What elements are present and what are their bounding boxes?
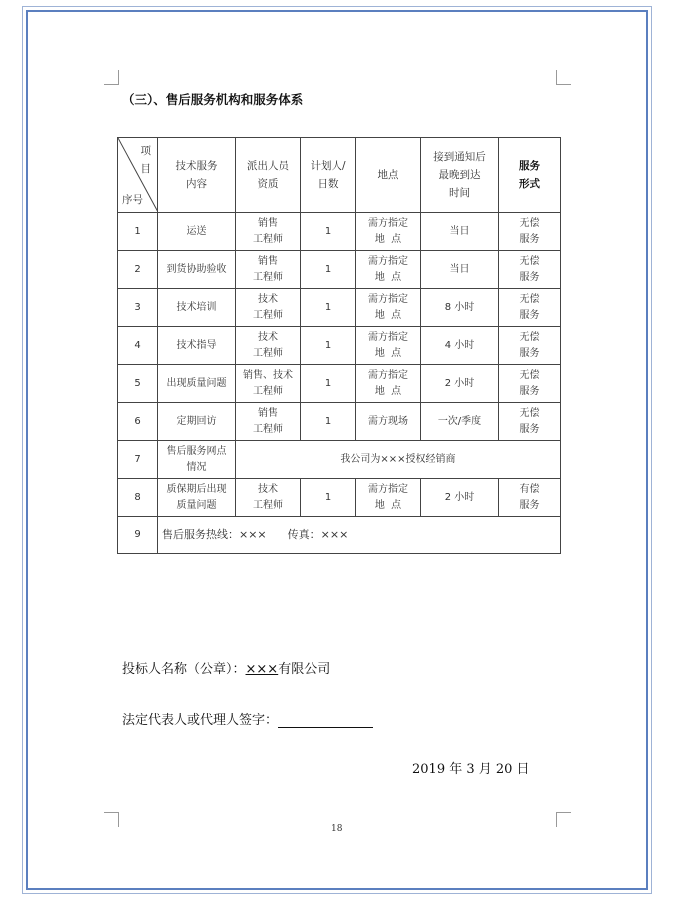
row-place: 需方指定 地 点 — [356, 479, 421, 517]
row-number: 1 — [118, 213, 158, 251]
row-form: 无偿 服务 — [499, 251, 561, 289]
row-form: 无偿 服务 — [499, 289, 561, 327]
row-form: 无偿 服务 — [499, 327, 561, 365]
row-content: 质保期后出现 质量问题 — [158, 479, 236, 517]
row-arrival: 2 小时 — [421, 365, 499, 403]
header-item-text: 项 目 — [140, 145, 151, 175]
header-staff: 派出人员 资质 — [236, 138, 301, 213]
row-number: 4 — [118, 327, 158, 365]
row-arrival: 当日 — [421, 251, 499, 289]
service-table — [117, 137, 561, 554]
row-arrival: 当日 — [421, 213, 499, 251]
table-row — [118, 213, 561, 251]
table-row-network — [118, 441, 561, 479]
row-staff: 技术 工程师 — [236, 289, 301, 327]
table-row — [118, 289, 561, 327]
row-number: 6 — [118, 403, 158, 441]
row-plan: 1 — [301, 251, 356, 289]
row-number: 2 — [118, 251, 158, 289]
row-number: 5 — [118, 365, 158, 403]
bidder-suffix: 有限公司 — [278, 662, 331, 677]
row-content: 到货协助验收 — [158, 251, 236, 289]
row-arrival: 2 小时 — [421, 479, 499, 517]
row-merged-text: 我公司为×××授权经销商 — [236, 441, 561, 479]
section-title: （三）、售后服务机构和服务体系 — [122, 92, 304, 107]
row-staff: 销售 工程师 — [236, 251, 301, 289]
row-number: 3 — [118, 289, 158, 327]
row-staff: 销售 工程师 — [236, 403, 301, 441]
row-plan: 1 — [301, 403, 356, 441]
row-content: 定期回访 — [158, 403, 236, 441]
table-row — [118, 251, 561, 289]
page-number: 18 — [331, 824, 343, 834]
row-place: 需方指定 地 点 — [356, 289, 421, 327]
representative-label: 法定代表人或代理人签字： — [122, 713, 279, 728]
table-row-hotline — [118, 517, 561, 554]
row-staff: 销售 工程师 — [236, 213, 301, 251]
row-place: 需方指定 地 点 — [356, 365, 421, 403]
row-form: 无偿 服务 — [499, 403, 561, 441]
row-place: 需方现场 — [356, 403, 421, 441]
row-place: 需方指定 地 点 — [356, 213, 421, 251]
row-place: 需方指定 地 点 — [356, 327, 421, 365]
header-plan: 计划人/ 日数 — [301, 138, 356, 213]
bidder-label: 投标人名称（公章）： — [122, 662, 246, 677]
row-number: 7 — [118, 441, 158, 479]
row-plan: 1 — [301, 365, 356, 403]
header-seq-label: 序号 — [122, 194, 143, 206]
table-row — [118, 365, 561, 403]
row-arrival: 4 小时 — [421, 327, 499, 365]
row-staff: 技术 工程师 — [236, 479, 301, 517]
table-row — [118, 479, 561, 517]
crop-mark-bottom-left — [104, 812, 119, 827]
header-content: 技术服务 内容 — [158, 138, 236, 213]
signature-blank — [278, 715, 373, 728]
row-plan: 1 — [301, 327, 356, 365]
row-place: 需方指定 地 点 — [356, 251, 421, 289]
row-plan: 1 — [301, 289, 356, 327]
row-form: 无偿 服务 — [499, 213, 561, 251]
row-content: 技术指导 — [158, 327, 236, 365]
row-content: 出现质量问题 — [158, 365, 236, 403]
bidder-name-line — [122, 658, 330, 677]
crop-mark-top-right — [556, 70, 571, 85]
row-arrival: 一次/季度 — [421, 403, 499, 441]
row-number: 9 — [118, 517, 158, 554]
header-form: 服务 形式 — [499, 138, 561, 213]
bidder-value: ××× — [245, 662, 279, 677]
table-row — [118, 327, 561, 365]
row-arrival: 8 小时 — [421, 289, 499, 327]
document-date: 2019 年 3 月 20 日 — [412, 762, 530, 777]
header-corner-cell — [118, 138, 158, 213]
header-arrival: 接到通知后 最晚到达 时间 — [421, 138, 499, 213]
crop-mark-bottom-right — [556, 812, 571, 827]
hotline-text: 售后服务热线：××× 传真：××× — [158, 517, 561, 554]
row-content: 运送 — [158, 213, 236, 251]
row-form: 无偿 服务 — [499, 365, 561, 403]
header-place: 地点 — [356, 138, 421, 213]
crop-mark-top-left — [104, 70, 119, 85]
row-plan: 1 — [301, 479, 356, 517]
row-number: 8 — [118, 479, 158, 517]
table-header-row — [118, 138, 561, 213]
row-content: 技术培训 — [158, 289, 236, 327]
row-plan: 1 — [301, 213, 356, 251]
row-content: 售后服务网点 情况 — [158, 441, 236, 479]
header-item-label — [141, 142, 152, 178]
table-row — [118, 403, 561, 441]
row-staff: 销售、技术 工程师 — [236, 365, 301, 403]
representative-signature-line — [122, 709, 373, 728]
row-staff: 技术 工程师 — [236, 327, 301, 365]
row-form: 有偿 服务 — [499, 479, 561, 517]
